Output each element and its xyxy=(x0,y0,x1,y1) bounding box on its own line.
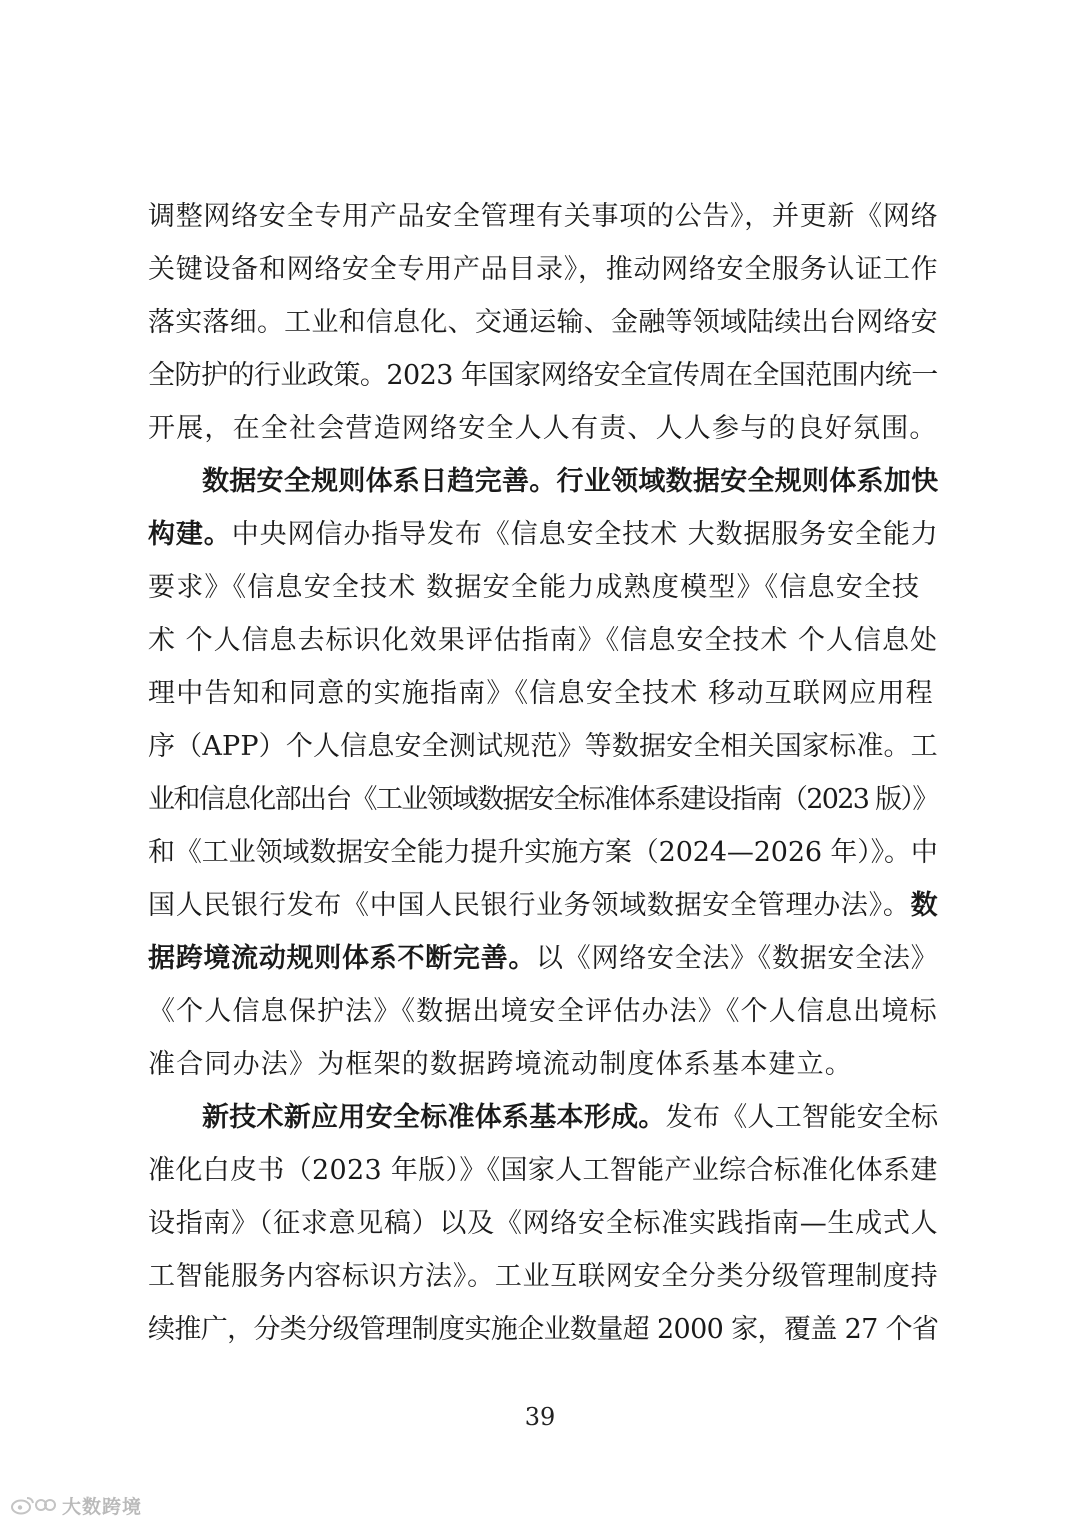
text-run: 术 个人信息去标识化效果评估指南》《信息安全技术 个人信息处 xyxy=(148,625,939,656)
text-run: 国人民银行发布《中国人民银行业务领域数据安全管理办法》。 xyxy=(148,890,911,921)
page-number: 39 xyxy=(524,1403,556,1431)
watermark xyxy=(10,1492,142,1518)
text-line xyxy=(148,190,938,243)
text-line xyxy=(148,1250,938,1303)
text-line xyxy=(148,667,938,720)
text-line xyxy=(148,826,938,879)
text-line xyxy=(148,455,938,508)
text-run: 理中告知和同意的实施指南》《信息安全技术 移动互联网应用程 xyxy=(148,678,934,709)
text-run: 要求》《信息安全技术 数据安全能力成熟度模型》《信息安全技 xyxy=(148,572,921,603)
text-run: 准合同办法》为框架的数据跨境流动制度体系基本建立。 xyxy=(148,1049,853,1080)
text-run: 设指南》（征求意见稿）以及《网络安全标准实践指南—生成式人 xyxy=(148,1208,939,1239)
text-run: 以《网络安全法》《数据安全法》 xyxy=(536,943,939,974)
text-line xyxy=(148,508,938,561)
text-line xyxy=(148,1144,938,1197)
body-text xyxy=(148,190,938,1356)
text-line xyxy=(148,349,938,402)
text-line xyxy=(148,932,938,985)
text-line xyxy=(148,1038,938,1091)
text-run: 中央网信办指导发布《信息安全技术 大数据服务安全能力 xyxy=(231,519,939,550)
text-line xyxy=(148,985,938,1038)
text-run: 调整网络安全专用产品安全管理有关事项的公告》，并更新《网络 xyxy=(148,201,939,232)
text-run: 续推广，分类分级管理制度实施企业数量超 2000 家，覆盖 27 个省 xyxy=(148,1314,939,1345)
text-run: 全防护的行业政策。2023 年国家网络安全宣传周在全国范围内统一 xyxy=(148,360,938,391)
text-run: 业和信息化部出台《工业领域数据安全标准体系建设指南（2023 版）》 xyxy=(148,784,938,815)
text-run: 序（APP）个人信息安全测试规范》等数据安全相关国家标准。工 xyxy=(148,731,938,762)
bold-text-run: 构建。 xyxy=(148,519,232,550)
text-run: 开展，在全社会营造网络安全人人有责、人人参与的良好氛围。 xyxy=(148,413,938,444)
text-run: 发布《人工智能安全标 xyxy=(665,1102,939,1133)
text-line xyxy=(148,879,938,932)
text-run: 工智能服务内容标识方法》。工业互联网安全分类分级管理制度持 xyxy=(148,1261,939,1292)
text-line xyxy=(148,243,938,296)
text-run: 准化白皮书（2023 年版）》《国家人工智能产业综合标准化体系建 xyxy=(148,1155,938,1186)
text-line xyxy=(148,1091,938,1144)
bold-text-run: 据跨境流动规则体系不断完善。 xyxy=(148,943,537,974)
watermark-text: 大数跨境 xyxy=(62,1495,143,1518)
bold-text-run: 新技术新应用安全标准体系基本形成。 xyxy=(202,1102,666,1133)
text-line xyxy=(148,614,938,667)
text-run: 和《工业领域数据安全能力提升实施方案（2024—2026 年）》。中 xyxy=(148,837,938,868)
bold-text-run: 数 xyxy=(910,890,939,921)
text-line xyxy=(148,720,938,773)
text-line xyxy=(148,402,938,455)
weibo-logo-icon xyxy=(10,1494,56,1516)
text-run: 落实落细。工业和信息化、交通运输、金融等领域陆续出台网络安 xyxy=(148,307,938,338)
text-run: 《个人信息保护法》《数据出境安全评估办法》《个人信息出境标 xyxy=(148,996,938,1027)
text-line xyxy=(148,773,938,826)
text-line xyxy=(148,1303,938,1356)
text-line xyxy=(148,1197,938,1250)
text-line xyxy=(148,296,938,349)
text-line xyxy=(148,561,938,614)
bold-text-run: 数据安全规则体系日趋完善。行业领域数据安全规则体系加快 xyxy=(202,466,939,497)
text-run: 关键设备和网络安全专用产品目录》，推动网络安全服务认证工作 xyxy=(148,254,939,285)
